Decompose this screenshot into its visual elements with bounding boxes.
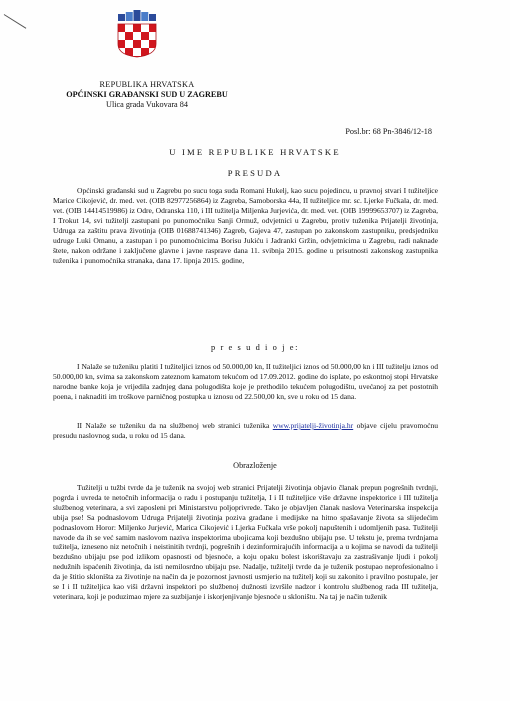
document-invocation: U IME REPUBLIKE HRVATSKE [169,147,341,157]
court-address: Ulica grada Vukovara 84 [106,100,188,109]
website-link[interactable]: www.prijatelji-životinja.hr [272,421,354,430]
explanation-heading: Obrazloženje [233,461,277,470]
croatian-coat-of-arms-icon [117,10,157,58]
document-title: PRESUDA [227,168,283,178]
country-name: REPUBLIKA HRVATSKA [99,80,195,89]
verdict-item-2-text-end: objave cijelu pravomoćnu presudu naslovnog suda, u roku od 15 dana. [53,421,438,440]
verdict-item-2-text: II Nalaže se tuženiku da na službenoj web stranici tuženika [77,421,273,430]
court-header [62,80,232,110]
intro-paragraph: Općinski građanski sud u Zagrebu po sucu toga suda Romani Hukelj, kao sucu pojedincu, u pravnoj stvari I tužiteljice Marice Cikojević, dr. med. vet. (OIB 82977256864) iz Zagreba, Samoborska 44a, II tužiteljice mr. sc. Ljerke Fučkala, dr. med. vet. (OIB 14414519986) iz Odre, Odranska 110, i III tužitelja Miljenka Jurjevića, dr. med. vet. (OIB 19999653707) iz Zagreba, I Trokut 14, svi tužitelji zastupani po punomoćniku Sanji Ormuž, odvjetnici u Zagrebu, protiv tuženika Prijatelji životinja, Udruga za zaštitu prava životinja (OIB 01688741346) Zagreb, Gajeva 47, zastupan po zakonskom zastupniku, predsjedniku udruge Luki Omanu, a zastupan i po punomoćnicima Borisu Jukiću i Jadranki Gržin, odvjetnicima u Zagrebu, radi naknade štete, nakon održane i zaključene glavne i javne rasprave dana 11. svibnja 2015. godine u prisutnosti zakonskog zastupnika tuženika i punomoćnika stranaka, dana 17. lipnja 2015. godine, [53,186,438,265]
court-name: OPĆINSKI GRAĐANSKI SUD U ZAGREBU [66,90,228,99]
verdict-heading: p r e s u d i o j e: [210,343,300,352]
verdict-item-2 [53,421,438,441]
verdict-item-1: I Nalaže se tuženiku platiti I tužiteljici iznos od 50.000,00 kn, II tužiteljici iznos od 50.000,00 kn i III tužitelju iznos od 50.000,00 kn, svima sa zakonskom zateznom kamatom tekućom od 17.09.2012. godine do isplate, po eskontnoj stopi Hrvatske narodne banke koja je vrijedila zadnjeg dana polugodišta koje je prethodilo tekućem polugodištu, uvećanoj za pet postotnih poena, i naknaditi im troškove parničnog postupka u iznosu od 22.500,00 kn, sve u roku od 15 dana. [53,362,438,401]
pen-mark [4,14,27,29]
case-reference: Posl.br: 68 Pn-3846/12-18 [345,127,432,136]
explanation-paragraph: Tužitelji u tužbi tvrde da je tuženik na svojoj web stranici Prijatelji životinja objavio članak prepun pogrešnih tvrdnji, pogrda i uvreda te netočnih informacija o radu i postupanju tužitelja, I i II tužiteljice više državne inspektorice i III tužitelja službenog veterinara, a svi zaposleni pri Ministarstvu poljoprivrede. Tako je objavljen članak naslova Veterinarska inspekcija ubija pse! Sa podnaslovom Udruga Prijatelji životinja poziva građane i medijske na hitno spašavanje života sa slijedećim podnaslovom Horor: Miljenko Jurjević, Marica Cikojević i Ljerka Fučkala vrše pokolj napuštenih i udomljenih pasa. Tužitelji navode da ih se već samim naslovom naziva inspektorima ubojicama koji bezdušno ubijaju pse. U tekstu je, prema tvrdnjama tužitelja, izneseno niz netočnih i neistinitih tvrdnji, pogrešnih i dezinformirajućih informacija a u kojima se navodi da tužitelji bezdušno ubijaju pse pod izlikom opasnosti od bjesnoće, a koju opaku bolest iskorištavaju za zastrašivanje ljudi i pokolj nedužnih ispaćenih životinja, da isti nemilosrdno ubijaju pse. Nadalje, tužitelji tvrde da je tuženik postupao neprofesionalno i da je štitio skloništa za životinje na način da je pozornost javnosti usmjerio na tužitelj koji su zakonito i pravilno postupale, jer se I i II tužiteljica kao viši državni inspektori po službenoj dužnosti izvršile nadzor i kontrolu službenog rada III tužitelja, veterinara, koji je poduzimao mjere za suzbijanje i iskorjenjivanje bjesnoće u skloništu. Na taj je način tuženik [53,483,438,601]
